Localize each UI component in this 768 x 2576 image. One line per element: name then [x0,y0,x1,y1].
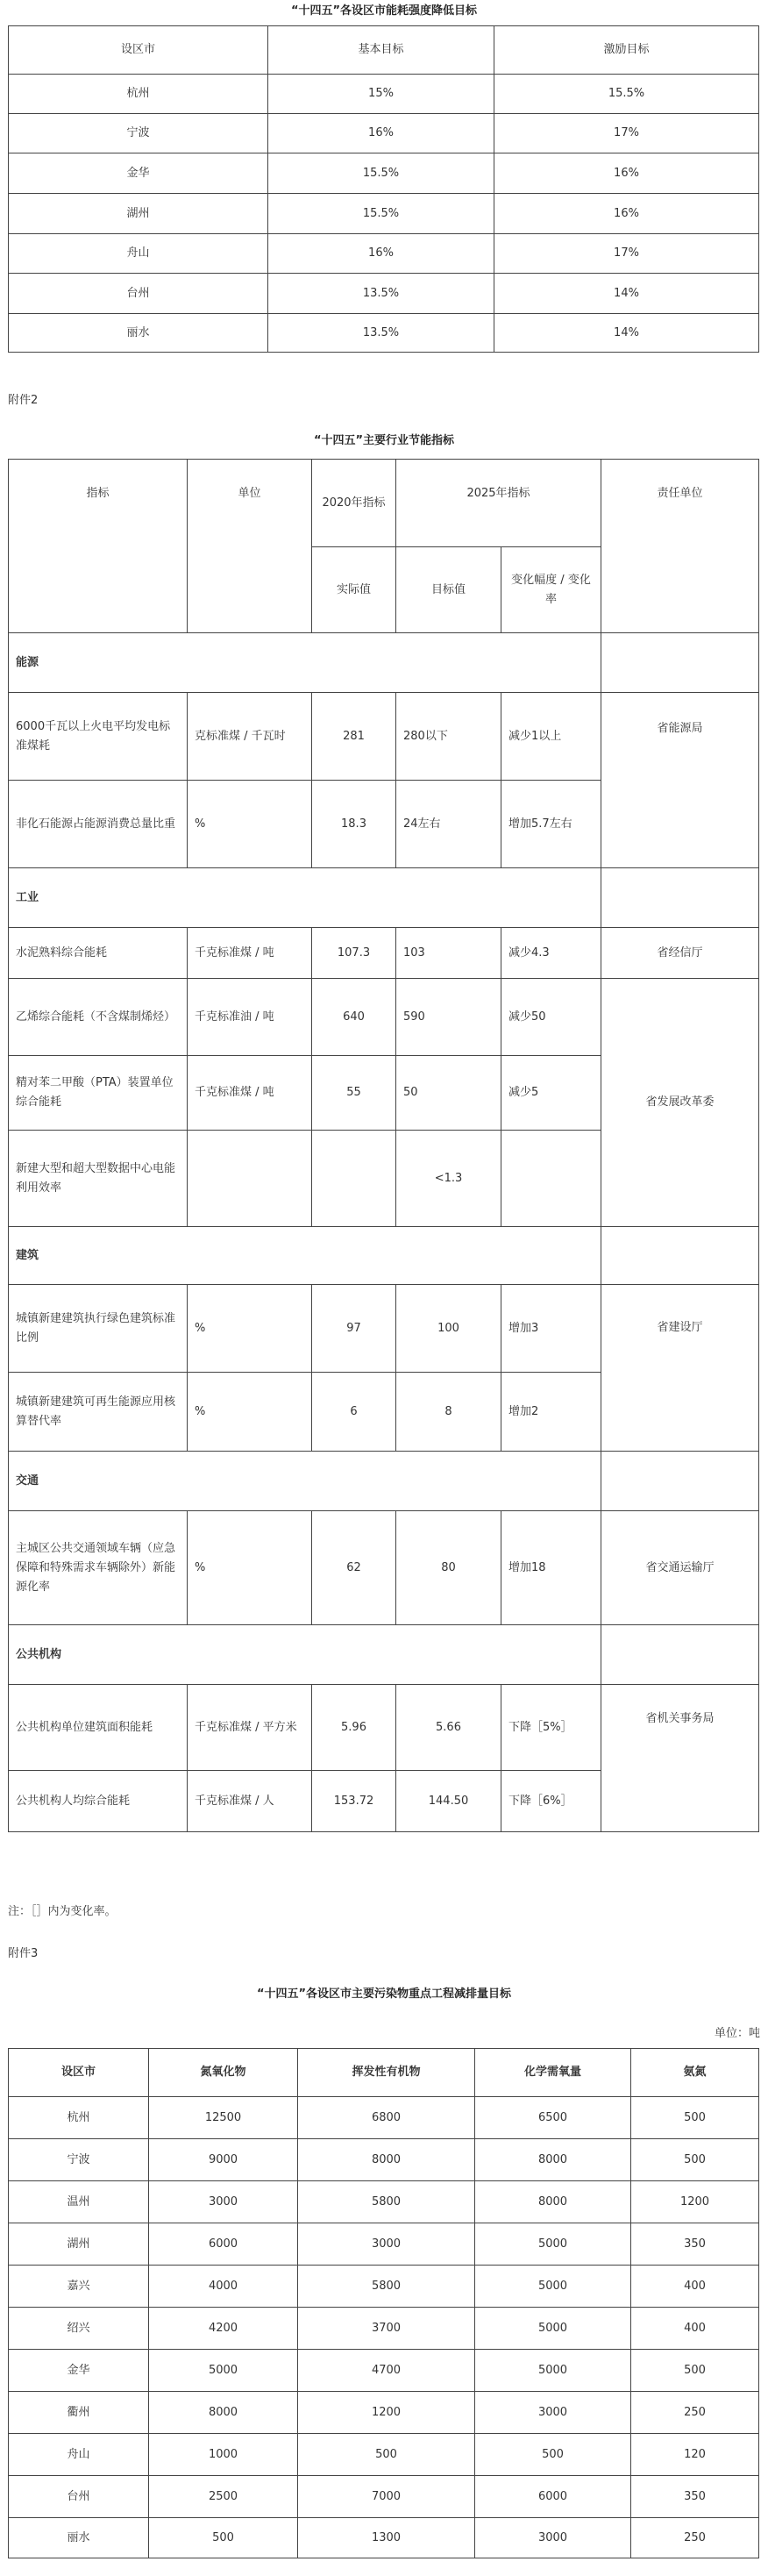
category-label: 公共机构 [9,1625,601,1685]
indicator-cell: 公共机构人均综合能耗 [9,1771,188,1832]
target-cell: 103 [396,928,501,979]
unit-cell: % [188,1285,312,1373]
table2-header-responsible: 责任单位 [601,460,759,633]
value-cell: 16% [268,114,494,153]
city-cell: 金华 [9,2350,149,2392]
empty-cell [601,1227,759,1285]
table-row [9,693,759,781]
value-cell: 5000 [475,2308,631,2350]
city-cell: 杭州 [9,75,268,114]
table2-header-2025: 2025年指标 [396,460,601,547]
value-cell: 7000 [298,2476,475,2518]
city-cell: 丽水 [9,314,268,353]
actual-cell: 18.3 [312,781,396,868]
table-row [9,1685,759,1771]
category-row-public [9,1625,759,1685]
target-cell: <1.3 [396,1131,501,1227]
actual-cell: 97 [312,1285,396,1373]
value-cell: 15.5% [268,194,494,234]
value-cell: 4000 [149,2266,298,2308]
change-cell: 增加2 [501,1373,601,1452]
change-cell: 增加3 [501,1285,601,1373]
annex3-label: 附件3 [8,1947,39,1960]
indicator-cell: 精对苯二甲酸（PTA）装置单位综合能耗 [9,1056,188,1131]
target-cell: 590 [396,979,501,1056]
indicator-cell: 城镇新建建筑可再生能源应用核算替代率 [9,1373,188,1452]
table-row [9,928,759,979]
city-cell: 台州 [9,274,268,314]
table-row [9,314,759,353]
unit-cell: 克标准煤 / 千瓦时 [188,693,312,781]
category-label: 能源 [9,633,601,693]
unit-cell: % [188,1373,312,1452]
indicator-cell: 公共机构单位建筑面积能耗 [9,1685,188,1771]
value-cell: 13.5% [268,314,494,353]
table3-header-cod: 化学需氧量 [475,2049,631,2097]
table2-header-unit: 单位 [188,460,312,633]
table3-header-nox: 氮氧化物 [149,2049,298,2097]
table2-title: “十四五”主要行业节能指标 [313,434,455,447]
change-cell: 减少5 [501,1056,601,1131]
value-cell: 500 [631,2139,759,2181]
empty-cell [601,868,759,928]
value-cell: 8000 [298,2139,475,2181]
city-cell: 台州 [9,2476,149,2518]
table3-unit: 单位：吨 [714,2027,760,2040]
actual-cell: 107.3 [312,928,396,979]
value-cell: 6000 [149,2223,298,2266]
city-cell: 嘉兴 [9,2266,149,2308]
table-row [9,2350,759,2392]
value-cell: 16% [494,194,759,234]
table3-header-row [9,2049,759,2097]
city-cell: 绍兴 [9,2308,149,2350]
annex2-label: 附件2 [8,394,39,407]
change-cell: 下降［5%］ [501,1685,601,1771]
table-row [9,2392,759,2434]
value-cell: 6000 [475,2476,631,2518]
value-cell: 3000 [298,2223,475,2266]
table2-header-row-1 [9,460,759,547]
value-cell: 500 [298,2434,475,2476]
value-cell: 16% [494,153,759,194]
value-cell: 12500 [149,2097,298,2139]
table-row [9,75,759,114]
table2-header-actual: 实际值 [312,547,396,633]
value-cell: 400 [631,2308,759,2350]
target-cell: 144.50 [396,1771,501,1832]
table-row [9,2434,759,2476]
table1-header-city: 设区市 [9,26,268,75]
city-cell: 衢州 [9,2392,149,2434]
table-row [9,114,759,153]
actual-cell: 153.72 [312,1771,396,1832]
table3-header-city: 设区市 [9,2049,149,2097]
unit-cell: 千克标准煤 / 平方米 [188,1685,312,1771]
indicator-cell: 非化石能源占能源消费总量比重 [9,781,188,868]
value-cell: 250 [631,2518,759,2558]
value-cell: 400 [631,2266,759,2308]
empty-cell [601,633,759,693]
unit-cell: % [188,1511,312,1625]
value-cell: 3000 [149,2181,298,2223]
indicator-cell: 6000千瓦以上火电平均发电标准煤耗 [9,693,188,781]
table1-header-basic: 基本目标 [268,26,494,75]
unit-cell: 千克标准煤 / 吨 [188,928,312,979]
city-cell: 湖州 [9,2223,149,2266]
table2-header-indicator: 指标 [9,460,188,633]
change-cell: 下降［6%］ [501,1771,601,1832]
value-cell: 1300 [298,2518,475,2558]
value-cell: 5800 [298,2266,475,2308]
value-cell: 6800 [298,2097,475,2139]
category-label: 工业 [9,868,601,928]
table3-header-voc: 挥发性有机物 [298,2049,475,2097]
value-cell: 8000 [475,2181,631,2223]
value-cell: 1000 [149,2434,298,2476]
change-cell: 增加18 [501,1511,601,1625]
table1-header-row [9,26,759,75]
table1-header-incentive: 激励目标 [494,26,759,75]
city-cell: 宁波 [9,114,268,153]
value-cell: 5800 [298,2181,475,2223]
value-cell: 6500 [475,2097,631,2139]
table-row [9,2223,759,2266]
value-cell: 500 [475,2434,631,2476]
change-cell: 减少50 [501,979,601,1056]
indicator-cell: 乙烯综合能耗（不含煤制烯烃） [9,979,188,1056]
change-cell: 减少1以上 [501,693,601,781]
value-cell: 17% [494,234,759,274]
change-cell [501,1131,601,1227]
table2-header-2020: 2020年指标 [312,460,396,547]
unit-cell: 千克标准煤 / 吨 [188,1056,312,1131]
table2 [8,459,759,1832]
responsible-cell: 省机关事务局 [601,1685,759,1832]
actual-cell: 62 [312,1511,396,1625]
value-cell: 3700 [298,2308,475,2350]
value-cell: 5000 [475,2266,631,2308]
target-cell: 5.66 [396,1685,501,1771]
indicator-cell: 新建大型和超大型数据中心电能利用效率 [9,1131,188,1227]
city-cell: 宁波 [9,2139,149,2181]
value-cell: 500 [631,2097,759,2139]
actual-cell: 281 [312,693,396,781]
table-row [9,234,759,274]
table-row [9,2097,759,2139]
category-row-building [9,1227,759,1285]
actual-cell: 5.96 [312,1685,396,1771]
table-row [9,153,759,194]
table2-footnote: 注：［］内为变化率。 [8,1905,117,1918]
indicator-cell: 水泥熟料综合能耗 [9,928,188,979]
value-cell: 250 [631,2392,759,2434]
actual-cell: 55 [312,1056,396,1131]
value-cell: 350 [631,2476,759,2518]
city-cell: 杭州 [9,2097,149,2139]
target-cell: 8 [396,1373,501,1452]
value-cell: 15% [268,75,494,114]
table2-header-target: 目标值 [396,547,501,633]
responsible-cell: 省交通运输厅 [601,1511,759,1625]
actual-cell: 640 [312,979,396,1056]
responsible-cell: 省经信厅 [601,928,759,979]
value-cell: 3000 [475,2518,631,2558]
category-label: 建筑 [9,1227,601,1285]
target-cell: 280以下 [396,693,501,781]
value-cell: 13.5% [268,274,494,314]
city-cell: 湖州 [9,194,268,234]
table-row [9,274,759,314]
category-row-transport [9,1452,759,1511]
value-cell: 1200 [631,2181,759,2223]
value-cell: 16% [268,234,494,274]
table-row [9,194,759,234]
empty-cell [601,1625,759,1685]
table-row [9,2476,759,2518]
table-row [9,2139,759,2181]
value-cell: 17% [494,114,759,153]
category-label: 交通 [9,1452,601,1511]
actual-cell [312,1131,396,1227]
value-cell: 4200 [149,2308,298,2350]
city-cell: 舟山 [9,2434,149,2476]
table2-header-change: 变化幅度 / 变化率 [501,547,601,633]
table-row [9,2266,759,2308]
value-cell: 5000 [149,2350,298,2392]
value-cell: 500 [149,2518,298,2558]
indicator-cell: 城镇新建建筑执行绿色建筑标准比例 [9,1285,188,1373]
target-cell: 100 [396,1285,501,1373]
table1 [8,25,759,353]
city-cell: 温州 [9,2181,149,2223]
category-row-industry [9,868,759,928]
value-cell: 15.5% [268,153,494,194]
value-cell: 9000 [149,2139,298,2181]
value-cell: 8000 [475,2139,631,2181]
change-cell: 增加5.7左右 [501,781,601,868]
value-cell: 500 [631,2350,759,2392]
table-row [9,2518,759,2558]
unit-cell [188,1131,312,1227]
target-cell: 24左右 [396,781,501,868]
value-cell: 1200 [298,2392,475,2434]
actual-cell: 6 [312,1373,396,1452]
value-cell: 350 [631,2223,759,2266]
value-cell: 14% [494,314,759,353]
responsible-cell: 省发展改革委 [601,979,759,1227]
city-cell: 舟山 [9,234,268,274]
table3 [8,2048,759,2558]
value-cell: 8000 [149,2392,298,2434]
unit-cell: 千克标准煤 / 人 [188,1771,312,1832]
table-row [9,1285,759,1373]
value-cell: 3000 [475,2392,631,2434]
value-cell: 5000 [475,2350,631,2392]
value-cell: 120 [631,2434,759,2476]
table-row [9,2181,759,2223]
table1-title: “十四五”各设区市能耗强度降低目标 [290,4,478,18]
table-row [9,979,759,1056]
city-cell: 金华 [9,153,268,194]
responsible-cell: 省能源局 [601,693,759,868]
empty-cell [601,1452,759,1511]
change-cell: 减少4.3 [501,928,601,979]
value-cell: 14% [494,274,759,314]
unit-cell: % [188,781,312,868]
city-cell: 丽水 [9,2518,149,2558]
value-cell: 4700 [298,2350,475,2392]
value-cell: 2500 [149,2476,298,2518]
table-row [9,1511,759,1625]
value-cell: 5000 [475,2223,631,2266]
target-cell: 50 [396,1056,501,1131]
table3-header-ammonia: 氨氮 [631,2049,759,2097]
table3-title: “十四五”各设区市主要污染物重点工程减排量目标 [256,1987,512,2001]
value-cell: 15.5% [494,75,759,114]
responsible-cell: 省建设厅 [601,1285,759,1452]
target-cell: 80 [396,1511,501,1625]
indicator-cell: 主城区公共交通领域车辆（应急保障和特殊需求车辆除外）新能源化率 [9,1511,188,1625]
category-row-energy [9,633,759,693]
table-row [9,2308,759,2350]
unit-cell: 千克标准油 / 吨 [188,979,312,1056]
